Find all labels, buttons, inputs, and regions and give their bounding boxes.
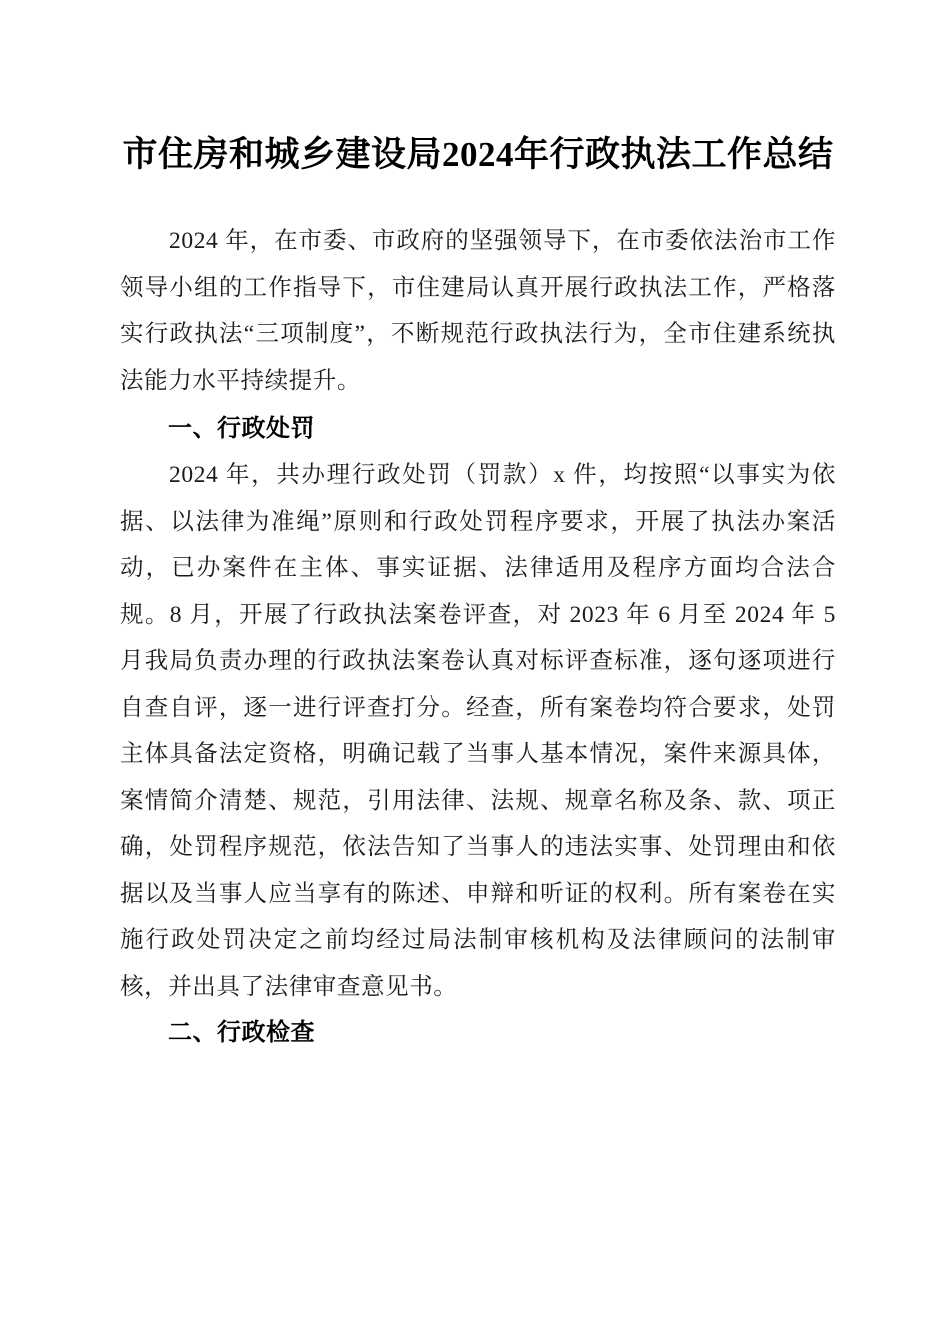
section-heading-2: 二、行政检查 [168, 1019, 315, 1046]
page-title: 市住房和城乡建设局2024年行政执法工作总结 [122, 135, 834, 174]
intro-paragraph: 2024 年，在市委、市政府的坚强领导下，在市委依法治市工作领导小组的工作指导下，市住建局认真开展行政执法工作，严格落实行政执法“三项制度”，不断规范行政执法行为，全市住建系统执法能力水平持续提升。 [120, 228, 836, 394]
section-heading-1: 一、行政处罚 [168, 415, 315, 442]
document-body [120, 0, 836, 1056]
title-spacer [120, 178, 836, 218]
section-1-paragraph-1: 2024 年，共办理行政处罚（罚款）x 件，均按照“以事实为依据、以法律为准绳”原则和行政处罚程序要求，开展了执法办案活动，已办案件在主体、事实证据、法律适用及程序方面均合法合规。8 月，开展了行政执法案卷评查，对 2023 年 6 月至 2024 年 5 月我局负责办理的行政执法案卷认真对标评查标准，逐句逐项进行自查自评，逐一进行评查打分。经查，所有案卷均符合要求，处罚主体具备法定资格，明确记载了当事人基本情况，案件来源具体，案情简介清楚、规范，引用法律、法规、规章名称及条、款、项正确，处罚程序规范，依法告知了当事人的违法实事、处罚理由和依据以及当事人应当享有的陈述、申辩和听证的权利。所有案卷在实施行政处罚决定之前均经过局法制审核机构及法律顾问的法制审核，并出具了法律审查意见书。 [120, 462, 836, 1000]
